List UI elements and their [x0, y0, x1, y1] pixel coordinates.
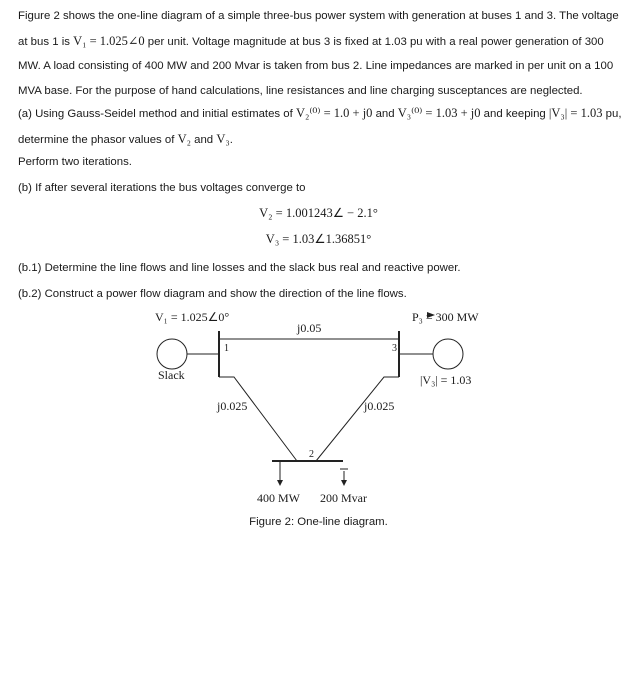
text: .	[229, 133, 233, 146]
math-v2-initial: V₂⁽⁰⁾ = 1.0 + j0	[295, 106, 373, 120]
generator-3	[433, 339, 463, 369]
impedance-2-3: j0.025	[364, 399, 395, 413]
math-v2: V₂	[177, 131, 191, 146]
math-v3-magnitude: |V₃| = 1.03	[548, 106, 603, 120]
one-line-diagram	[0, 305, 637, 515]
text: per unit. Voltage magnitude at bus 3 is fixed at 1.03 pu with a real power generation of 300 MW. A load consisting of 400 MW and 200 Mvar is taken from bus 2. Line impedances are marked in per unit on a 100 MVA base. For the purpose of hand calculations, line resistances and line charging susceptances are neglected.	[18, 35, 614, 97]
v3-magnitude-label: |V₃| = 1.03	[420, 373, 472, 387]
math-v3-initial: V₃⁽⁰⁾ = 1.03 + j0	[397, 106, 481, 120]
impedance-1-2: j0.025	[217, 399, 248, 413]
text: (a) Using Gauss-Seidel method and initial estimates of	[18, 108, 296, 120]
text: pu, determine the phasor values of	[18, 108, 622, 146]
part-a	[18, 101, 624, 152]
line-2-3	[316, 377, 399, 461]
bus-2-number: 2	[309, 449, 314, 460]
part-b: (b) If after several iterations the bus voltages converge to	[18, 182, 306, 194]
load-p-label: 400 MW	[257, 491, 300, 505]
v1-label: V₁ = 1.025∠0°	[155, 310, 230, 324]
problem-statement	[18, 4, 624, 103]
slack-label: Slack	[158, 368, 185, 382]
load-q-label: 200 Mvar	[320, 491, 367, 505]
text: and	[190, 133, 217, 146]
equation-v2: V₂ = 1.001243∠ − 2.1°	[259, 206, 378, 220]
math-v3: V₃	[216, 131, 230, 146]
text: Figure 2 shows the one-line diagram of a simple three-bus power system with generation at buses 1 and 3. The voltage at bus 1 is	[18, 10, 619, 48]
text: and	[372, 108, 398, 120]
part-b1: (b.1) Determine the line flows and line losses and the slack bus real and reactive power.	[18, 262, 461, 274]
equation-v3: V₃ = 1.03∠1.36851°	[265, 232, 372, 246]
bus-3-number: 3	[392, 343, 397, 354]
bus-1-number: 1	[224, 343, 229, 354]
perform-line: Perform two iterations.	[18, 156, 132, 168]
impedance-1-3: j0.05	[297, 321, 322, 335]
math-v1: V₁ = 1.025∠0	[73, 33, 145, 48]
line-1-2	[219, 377, 297, 461]
generator-1	[157, 339, 187, 369]
p3-label: P₃ = 300 MW	[412, 310, 479, 324]
figure-caption: Figure 2: One-line diagram.	[249, 516, 388, 528]
part-b2: (b.2) Construct a power flow diagram and show the direction of the line flows.	[18, 288, 407, 300]
text: and keeping	[480, 108, 549, 120]
